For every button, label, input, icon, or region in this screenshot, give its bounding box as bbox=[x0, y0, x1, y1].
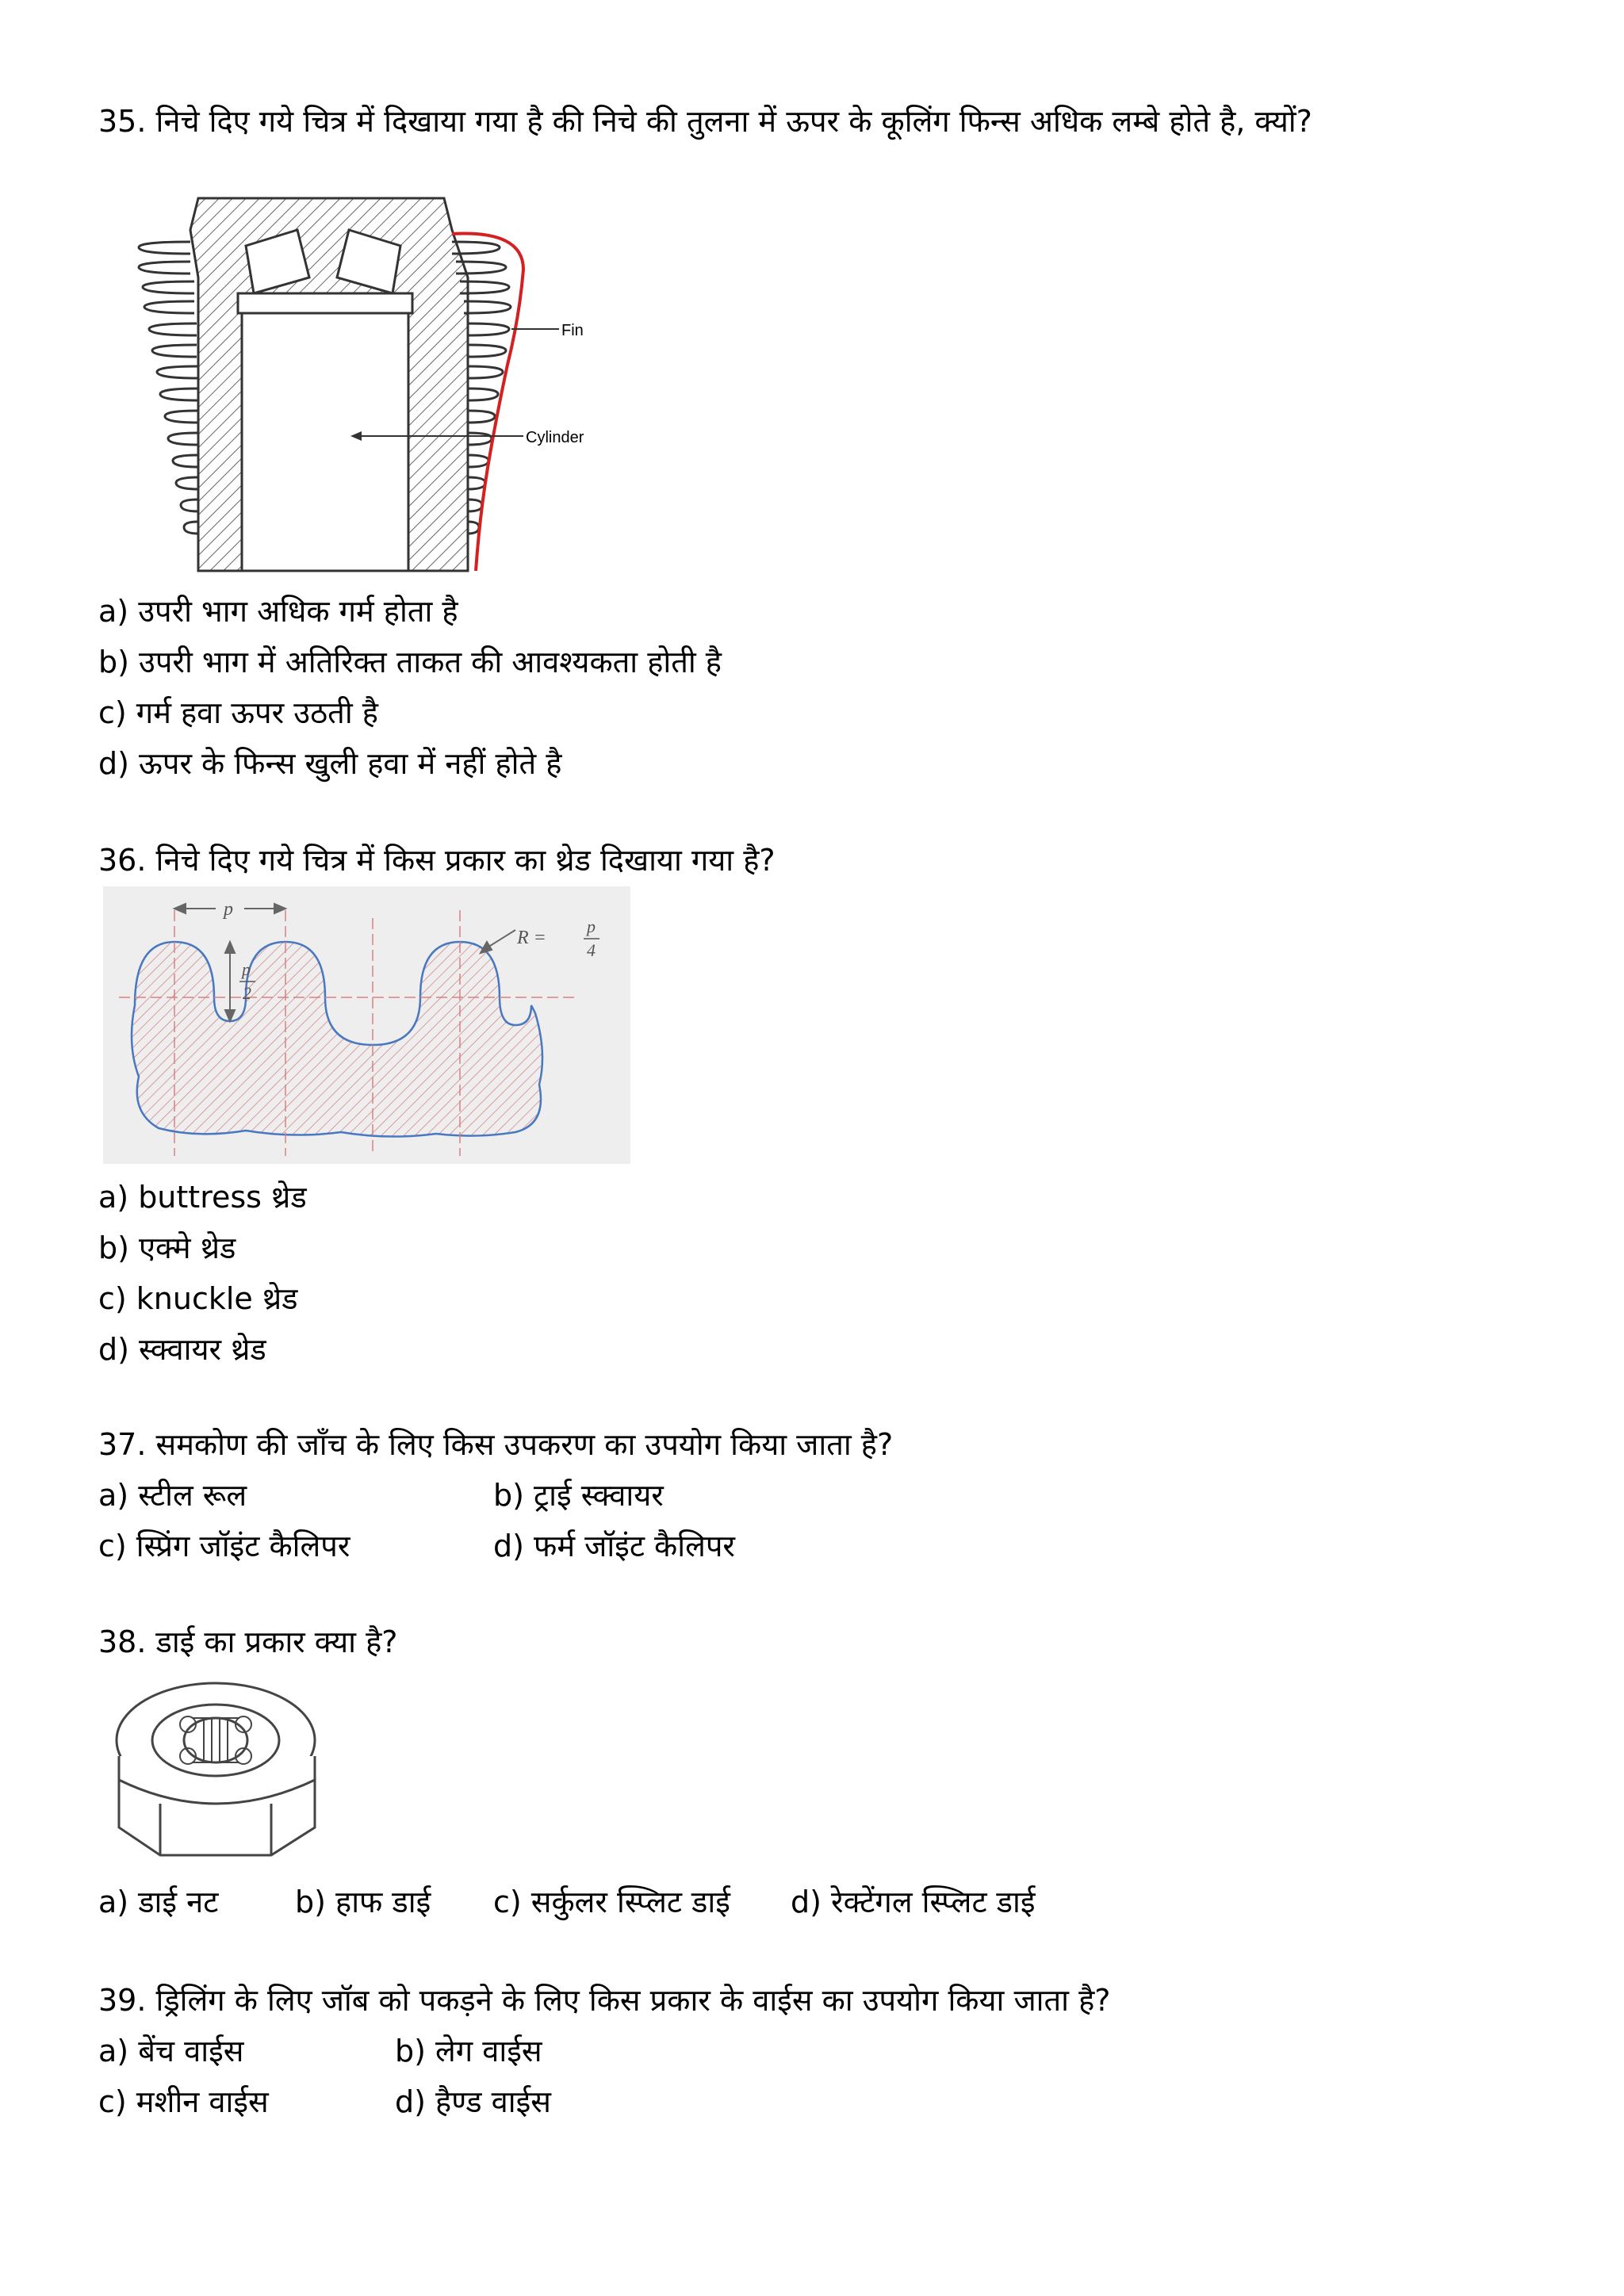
cylinder-fin-figure bbox=[127, 182, 619, 579]
q36-option-a[interactable]: a) buttress थ्रेड bbox=[98, 1180, 307, 1215]
q39-option-b[interactable]: b) लेग वाईस bbox=[395, 2034, 542, 2068]
q35-option-a[interactable]: a) उपरी भाग अधिक गर्म होता है bbox=[98, 594, 458, 629]
q36-option-b[interactable]: b) एक्मे थ्रेड bbox=[98, 1230, 236, 1265]
q37-option-a[interactable]: a) स्टील रूल bbox=[98, 1478, 247, 1513]
half-pitch-den: 2 bbox=[243, 983, 251, 1003]
question-38: 38. डाई का प्रकार क्या है? bbox=[98, 1624, 398, 1659]
q39-option-d[interactable]: d) हैण्ड वाईस bbox=[395, 2084, 551, 2119]
q36-option-d[interactable]: d) स्क्वायर थ्रेड bbox=[98, 1332, 266, 1367]
q35-option-b[interactable]: b) उपरी भाग में अतिरिक्त ताकत की आवश्यकता होती है bbox=[98, 645, 722, 679]
q38-option-a[interactable]: a) डाई नट bbox=[98, 1885, 219, 1919]
q35-option-d[interactable]: d) ऊपर के फिन्स खुली हवा में नहीं होते है bbox=[98, 746, 562, 781]
q37-option-c[interactable]: c) स्प्रिंग जॉइंट कैलिपर bbox=[98, 1529, 350, 1563]
question-37: 37. समकोण की जाँच के लिए किस उपकरण का उपयोग किया जाता है? bbox=[98, 1427, 894, 1462]
q35-option-c[interactable]: c) गर्म हवा ऊपर उठती है bbox=[98, 695, 378, 730]
q37-option-d[interactable]: d) फर्म जॉइंट कैलिपर bbox=[493, 1529, 735, 1563]
question-36: 36. निचे दिए गये चित्र में किस प्रकार का थ्रेड दिखाया गया है? bbox=[98, 843, 776, 878]
cylinder-label: Cylinder bbox=[526, 429, 584, 446]
pitch-label: p bbox=[224, 899, 233, 920]
q39-option-c[interactable]: c) मशीन वाईस bbox=[98, 2084, 269, 2119]
q36-option-c[interactable]: c) knuckle थ्रेड bbox=[98, 1281, 298, 1316]
knuckle-thread-figure bbox=[103, 886, 630, 1164]
q37-option-b[interactable]: b) ट्राई स्क्वायर bbox=[493, 1478, 664, 1513]
radius-label: R = bbox=[517, 928, 546, 948]
q39-option-a[interactable]: a) बेंच वाईस bbox=[98, 2034, 244, 2068]
question-39: 39. ड्रिलिंग के लिए जॉब को पकड़ने के लिए किस प्रकार के वाईस का उपयोग किया जाता है? bbox=[98, 1983, 1111, 2018]
radius-num: p bbox=[587, 916, 596, 936]
radius-den: 4 bbox=[587, 940, 596, 960]
fin-label: Fin bbox=[561, 322, 584, 339]
q38-option-c[interactable]: c) सर्कुलर स्प्लिट डाई bbox=[493, 1885, 730, 1919]
q38-option-b[interactable]: b) हाफ डाई bbox=[295, 1885, 431, 1919]
half-pitch-num: p bbox=[242, 959, 251, 979]
question-35: 35. निचे दिए गये चित्र में दिखाया गया है की निचे की तुलना में ऊपर के कूलिंग फिन्स अधिक लम्बे होते है, क्यों? bbox=[98, 104, 1312, 139]
die-nut-figure bbox=[113, 1677, 327, 1867]
q38-option-d[interactable]: d) रेक्टेंगल स्प्लिट डाई bbox=[791, 1885, 1036, 1919]
